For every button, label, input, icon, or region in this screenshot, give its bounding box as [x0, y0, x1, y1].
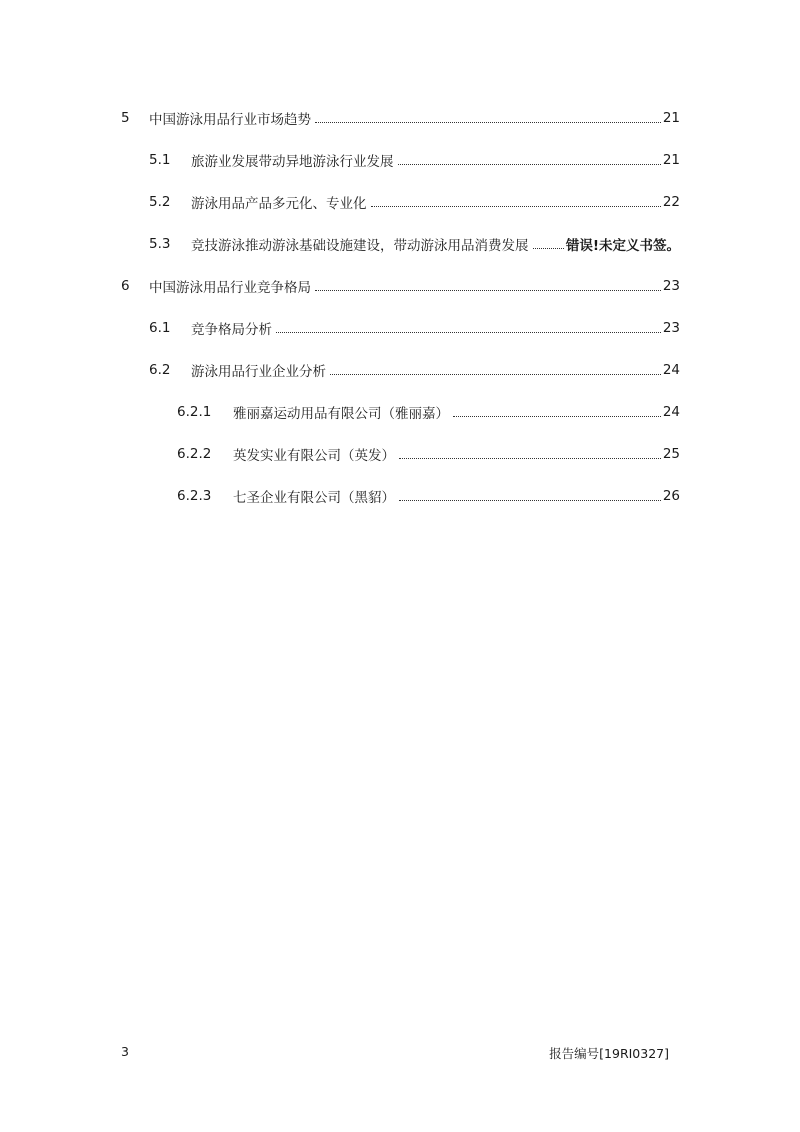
toc-entry-number: 5.1: [149, 152, 171, 168]
toc-entry[interactable]: [149, 149, 680, 171]
toc-entry-title: 游泳用品行业企业分析: [191, 364, 326, 380]
toc-entry[interactable]: [149, 317, 680, 339]
toc-leader-dots: [399, 458, 661, 459]
toc-entry-title: 竞争格局分析: [191, 322, 272, 338]
toc-leader-dots: [399, 500, 661, 501]
toc-entry-title: 旅游业发展带动异地游泳行业发展: [191, 154, 394, 170]
toc-entry-page: 26: [662, 488, 680, 504]
toc-entry-page: 21: [662, 152, 680, 168]
toc-entry[interactable]: [121, 107, 680, 129]
toc-entry-number: 6.2: [149, 362, 171, 378]
toc-leader-dots: [533, 248, 564, 249]
toc-entry[interactable]: [149, 359, 680, 381]
toc-entry-number: 5: [121, 110, 130, 126]
toc-entry-page: 23: [662, 320, 680, 336]
toc-entry-page: 22: [662, 194, 680, 210]
toc-entry-page-error: 错误!未定义书签。: [565, 238, 680, 254]
toc-entry[interactable]: [121, 275, 680, 297]
toc-entry-number: 5.2: [149, 194, 171, 210]
toc-entry[interactable]: [149, 191, 680, 213]
toc-entry-number: 6.2.3: [177, 488, 212, 504]
toc-leader-dots: [398, 164, 661, 165]
toc-leader-dots: [315, 290, 661, 291]
toc-leader-dots: [453, 416, 661, 417]
toc-entry-page: 21: [662, 110, 680, 126]
toc-entry[interactable]: [177, 443, 680, 465]
toc-entry-title: 中国游泳用品行业市场趋势: [149, 112, 311, 128]
toc-entry-title: 中国游泳用品行业竞争格局: [149, 280, 311, 296]
toc-entry-number: 6.2.2: [177, 446, 212, 462]
toc-leader-dots: [276, 332, 661, 333]
toc-entry-title: 游泳用品产品多元化、专业化: [191, 196, 367, 212]
toc-entry-title: 雅丽嘉运动用品有限公司（雅丽嘉）: [233, 406, 449, 422]
toc-entry-title: 英发实业有限公司（英发）: [233, 448, 395, 464]
toc-leader-dots: [330, 374, 661, 375]
footer-page-number: 3: [121, 1044, 129, 1059]
toc-entry-page: 24: [662, 404, 680, 420]
toc-entry[interactable]: [149, 233, 680, 255]
toc-entry-page: 23: [662, 278, 680, 294]
toc-entry[interactable]: [177, 401, 680, 423]
toc-entry-number: 6.1: [149, 320, 171, 336]
toc-entry-title: 竞技游泳推动游泳基础设施建设，带动游泳用品消费发展: [191, 238, 529, 254]
toc-entry-number: 6.2.1: [177, 404, 212, 420]
toc-entry-number: 5.3: [149, 236, 171, 252]
toc-entry-page: 24: [662, 362, 680, 378]
toc-entry-title: 七圣企业有限公司（黑貂）: [233, 490, 395, 506]
toc-leader-dots: [371, 206, 661, 207]
toc-leader-dots: [315, 122, 661, 123]
footer-report-code: 报告编号[19RI0327]: [549, 1046, 669, 1061]
toc-entry-number: 6: [121, 278, 130, 294]
toc-entry-page: 25: [662, 446, 680, 462]
toc-entry[interactable]: [177, 485, 680, 507]
